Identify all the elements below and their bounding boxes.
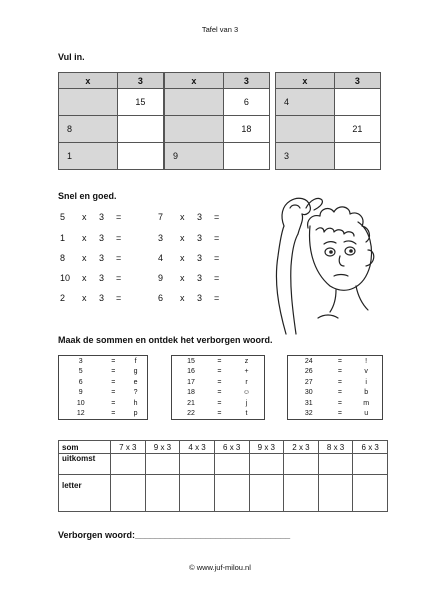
grid-cell-input[interactable]: 8 [59, 116, 118, 143]
grid-cell-input[interactable]: 1 [59, 143, 118, 170]
page-title: Tafel van 3 [201, 25, 239, 34]
code-row: 22 = t [187, 410, 248, 418]
answer-label: uitkomst [59, 454, 111, 475]
footer-credit: © www.juf-milou.nl [189, 563, 251, 572]
fill-grid-2 [164, 72, 270, 170]
code-row: 27 = i [304, 378, 367, 386]
grid-cell-input[interactable]: 3 [276, 143, 335, 170]
answer-sum: 6 x 3 [353, 441, 388, 454]
answer-row-uitkomst [59, 454, 388, 475]
section-title-verborgen-woord: Maak de sommen en ontdek het verborgen woord. [58, 335, 273, 345]
uitkomst-cell[interactable] [214, 454, 249, 475]
hidden-word-line[interactable]: Verborgen woord:_______________________________ [58, 530, 291, 540]
grid-cell-result[interactable]: 18 [223, 116, 269, 143]
grid-header: 3 [223, 73, 269, 89]
answer-row-som [59, 441, 388, 454]
grid-cell-input[interactable] [276, 116, 335, 143]
uitkomst-cell[interactable] [318, 454, 353, 475]
code-row: 6 = e [78, 378, 138, 386]
fill-grid-3 [275, 72, 381, 170]
grid-cell-result[interactable] [117, 143, 163, 170]
sum-row: 9 x 3 = [158, 273, 220, 283]
uitkomst-cell[interactable] [145, 454, 180, 475]
grid-header: 3 [117, 73, 163, 89]
sum-row: 6 x 3 = [158, 293, 220, 303]
letter-cell[interactable] [249, 475, 284, 512]
sum-row: 3 x 3 = [158, 233, 220, 243]
sum-row: 7 x 3 = [158, 212, 220, 222]
sum-row: 8 x 3 = [60, 253, 122, 263]
uitkomst-cell[interactable] [353, 454, 388, 475]
grid-cell-result[interactable]: 6 [223, 89, 269, 116]
grid-cell-result[interactable] [334, 89, 380, 116]
grid-cell-input[interactable] [165, 89, 224, 116]
code-row: 26 = v [304, 368, 368, 376]
grid-cell-input[interactable] [59, 89, 118, 116]
grid-cell-input[interactable]: 9 [165, 143, 224, 170]
answer-sum: 8 x 3 [318, 441, 353, 454]
letter-cell[interactable] [111, 475, 146, 512]
grid-cell-result[interactable] [117, 116, 163, 143]
sum-row: 2 x 3 = [60, 293, 122, 303]
uitkomst-cell[interactable] [249, 454, 284, 475]
grid-header: 3 [334, 73, 380, 89]
sum-row: 4 x 3 = [158, 253, 220, 263]
answer-label: som [59, 441, 111, 454]
thinking-boy-illustration [258, 186, 378, 336]
code-row: 18 = ☺ [187, 389, 251, 397]
uitkomst-cell[interactable] [284, 454, 319, 475]
letter-cell[interactable] [318, 475, 353, 512]
code-row: 9 = ? [78, 389, 138, 397]
sum-row: 1 x 3 = [60, 233, 122, 243]
grid-cell-input[interactable] [165, 116, 224, 143]
section-title-vul-in: Vul in. [58, 52, 85, 62]
code-table-1 [58, 355, 148, 420]
code-row: 17 = r [187, 378, 248, 386]
code-row: 5 = g [78, 368, 138, 376]
grid-header: x [59, 73, 118, 89]
answer-label: letter [59, 475, 111, 512]
code-row: 10 = h [76, 399, 138, 407]
code-row: 3 = f [78, 357, 137, 365]
letter-cell[interactable] [353, 475, 388, 512]
grid-cell-result[interactable] [223, 143, 269, 170]
grid-cell-result[interactable] [334, 143, 380, 170]
sum-row: 5 x 3 = [60, 212, 122, 222]
code-row: 16 = + [187, 368, 249, 376]
answer-sum: 2 x 3 [284, 441, 319, 454]
code-row: 21 = j [187, 399, 248, 407]
answer-sum: 6 x 3 [214, 441, 249, 454]
answer-table [58, 440, 388, 512]
code-row: 12 = p [76, 410, 138, 418]
grid-cell-result[interactable]: 15 [117, 89, 163, 116]
code-row: 15 = z [187, 357, 249, 365]
answer-sum: 4 x 3 [180, 441, 215, 454]
code-row: 30 = b [304, 389, 369, 397]
sum-row: 10 x 3 = [60, 273, 122, 283]
letter-cell[interactable] [284, 475, 319, 512]
grid-cell-result[interactable]: 21 [334, 116, 380, 143]
answer-sum: 9 x 3 [249, 441, 284, 454]
grid-header: x [165, 73, 224, 89]
code-table-3 [287, 355, 383, 420]
letter-cell[interactable] [145, 475, 180, 512]
code-row: 32 = u [304, 410, 369, 418]
section-title-snel-en-goed: Snel en goed. [58, 191, 117, 201]
answer-sum: 9 x 3 [145, 441, 180, 454]
letter-cell[interactable] [214, 475, 249, 512]
grid-cell-input[interactable]: 4 [276, 89, 335, 116]
uitkomst-cell[interactable] [111, 454, 146, 475]
answer-sum: 7 x 3 [111, 441, 146, 454]
fill-grid-1 [58, 72, 164, 170]
code-table-2 [171, 355, 265, 420]
code-row: 31 = m [304, 399, 370, 407]
grid-header: x [276, 73, 335, 89]
code-row: 24 = ! [304, 357, 368, 365]
answer-row-letter [59, 475, 388, 512]
uitkomst-cell[interactable] [180, 454, 215, 475]
letter-cell[interactable] [180, 475, 215, 512]
